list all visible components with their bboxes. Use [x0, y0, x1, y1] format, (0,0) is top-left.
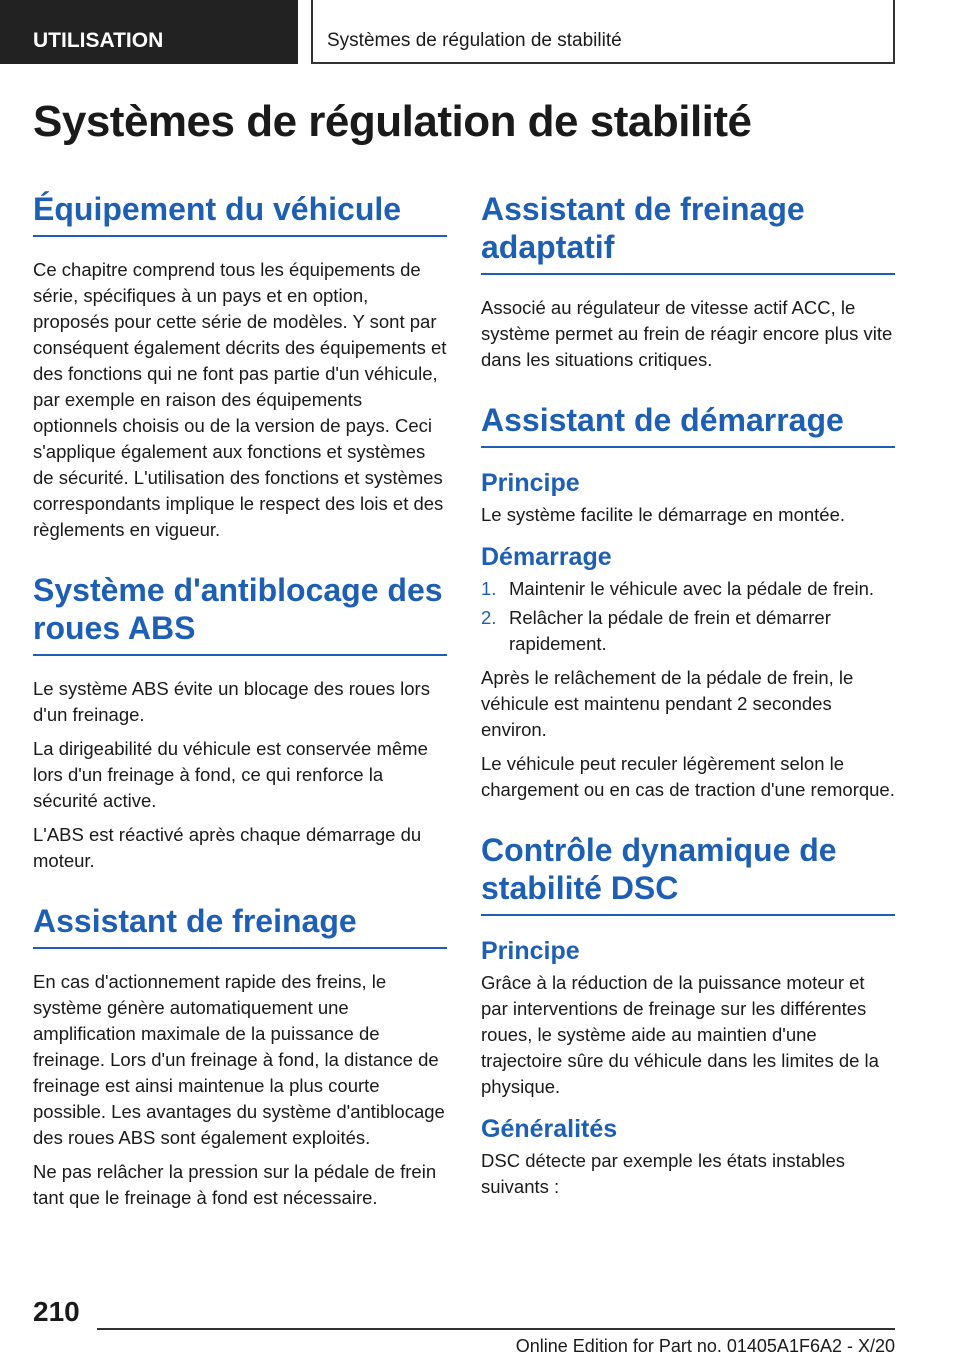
section-abs: [33, 571, 447, 874]
paragraph-abs-3: L'ABS est réactivé après chaque démarrage du moteur.: [33, 824, 422, 871]
header-chapter-label: Systèmes de régulation de stabilité: [327, 30, 622, 51]
heading-freinage: Assistant de freinage: [33, 902, 447, 949]
left-column: [33, 190, 447, 1239]
heading-demarrage: Assistant de démarrage: [481, 401, 895, 448]
section-adaptatif: [481, 190, 895, 373]
subheading-demarrage: Démarrage: [481, 543, 612, 571]
step-number: 1.: [481, 578, 497, 599]
paragraph-freinage-1: En cas d'actionnement rapide des freins, le système génère automatiquement une amplification maximale de la puissance de freinage. Lors d'un freinage à fond, la distance de freinage est ainsi maintenue la plus courte possible. Les avantages du système d'antiblocage des roues ABS sont également exploités.: [33, 971, 445, 1148]
steps-list: [481, 576, 895, 657]
header-section-tab: [0, 0, 298, 64]
heading-dsc: Contrôle dynamique de stabilité DSC: [481, 831, 895, 916]
heading-abs: Système d'antiblocage des roues ABS: [33, 571, 447, 656]
section-dsc: [481, 831, 895, 1200]
subsection-dsc-generalites: [481, 1114, 895, 1200]
subheading-demarrage-principe: Principe: [481, 469, 580, 497]
heading-adaptatif: Assistant de freinage adaptatif: [481, 190, 895, 275]
paragraph-demarrage-principe: Le système facilite le démarrage en montée.: [481, 504, 846, 525]
section-demarrage: [481, 401, 895, 803]
header-section-label: UTILISATION: [33, 29, 164, 52]
list-item: [481, 605, 895, 657]
paragraph-equipement: Ce chapitre comprend tous les équipements de série, spécifiques à un pays et en option, proposés pour cette série de modèles. Y sont par conséquent également décrits des équipements et des fonctions qui ne font pas partie d'un véhicule, par exemple en raison des équipements optionnels choisis ou de la version de pays. Ceci s'applique également aux fonctions et systèmes de sécurité. L'utilisation des fonctions et systèmes correspondants implique le respect des lois et des règlements en vigueur.: [33, 259, 447, 540]
paragraph-abs-2: La dirigeabilité du véhicule est conservée même lors d'un freinage à fond, ce qui renforce la sécurité active.: [33, 738, 428, 811]
paragraph-demarrage-1: Après le relâchement de la pédale de frein, le véhicule est maintenu pendant 2 secondes environ.: [481, 667, 854, 740]
subheading-dsc-generalites: Généralités: [481, 1115, 618, 1143]
header-chapter-tab: [311, 0, 895, 64]
subsection-demarrage-steps: [481, 542, 895, 803]
page-title: Systèmes de régulation de stabilité: [33, 97, 752, 146]
section-equipement: [33, 190, 447, 543]
subheading-dsc-principe: Principe: [481, 937, 580, 965]
paragraph-dsc-principe: Grâce à la réduction de la puissance moteur et par interventions de freinage sur les différentes roues, le système aide au maintien d'une trajectoire sûre du véhicule dans les limites de la physique.: [481, 972, 879, 1097]
paragraph-abs-1: Le système ABS évite un blocage des roues lors d'un freinage.: [33, 678, 430, 725]
page-number: 210: [33, 1296, 80, 1327]
heading-equipement: Équipement du véhicule: [33, 190, 447, 237]
paragraph-demarrage-2: Le véhicule peut reculer légèrement selon le chargement ou en cas de traction d'une remorque.: [481, 753, 895, 800]
right-column: [481, 190, 895, 1228]
paragraph-freinage-2: Ne pas relâcher la pression sur la pédale de frein tant que le freinage à fond est nécessaire.: [33, 1161, 437, 1208]
subsection-demarrage-principe: [481, 468, 895, 528]
step-number: 2.: [481, 607, 497, 628]
paragraph-dsc-generalites: DSC détecte par exemple les états instables suivants :: [481, 1150, 846, 1197]
step-text: Maintenir le véhicule avec la pédale de frein.: [509, 578, 875, 599]
list-item: [481, 576, 895, 602]
section-freinage: [33, 902, 447, 1211]
footer-edition: Online Edition for Part no. 01405A1F6A2 - X/20: [515, 1336, 895, 1356]
step-text: Relâcher la pédale de frein et démarrer rapidement.: [509, 607, 831, 654]
subsection-dsc-principe: [481, 936, 895, 1100]
paragraph-adaptatif: Associé au régulateur de vitesse actif ACC, le système permet au frein de réagir encore plus vite dans les situations critiques.: [481, 297, 893, 370]
footer-divider: [97, 1328, 895, 1330]
